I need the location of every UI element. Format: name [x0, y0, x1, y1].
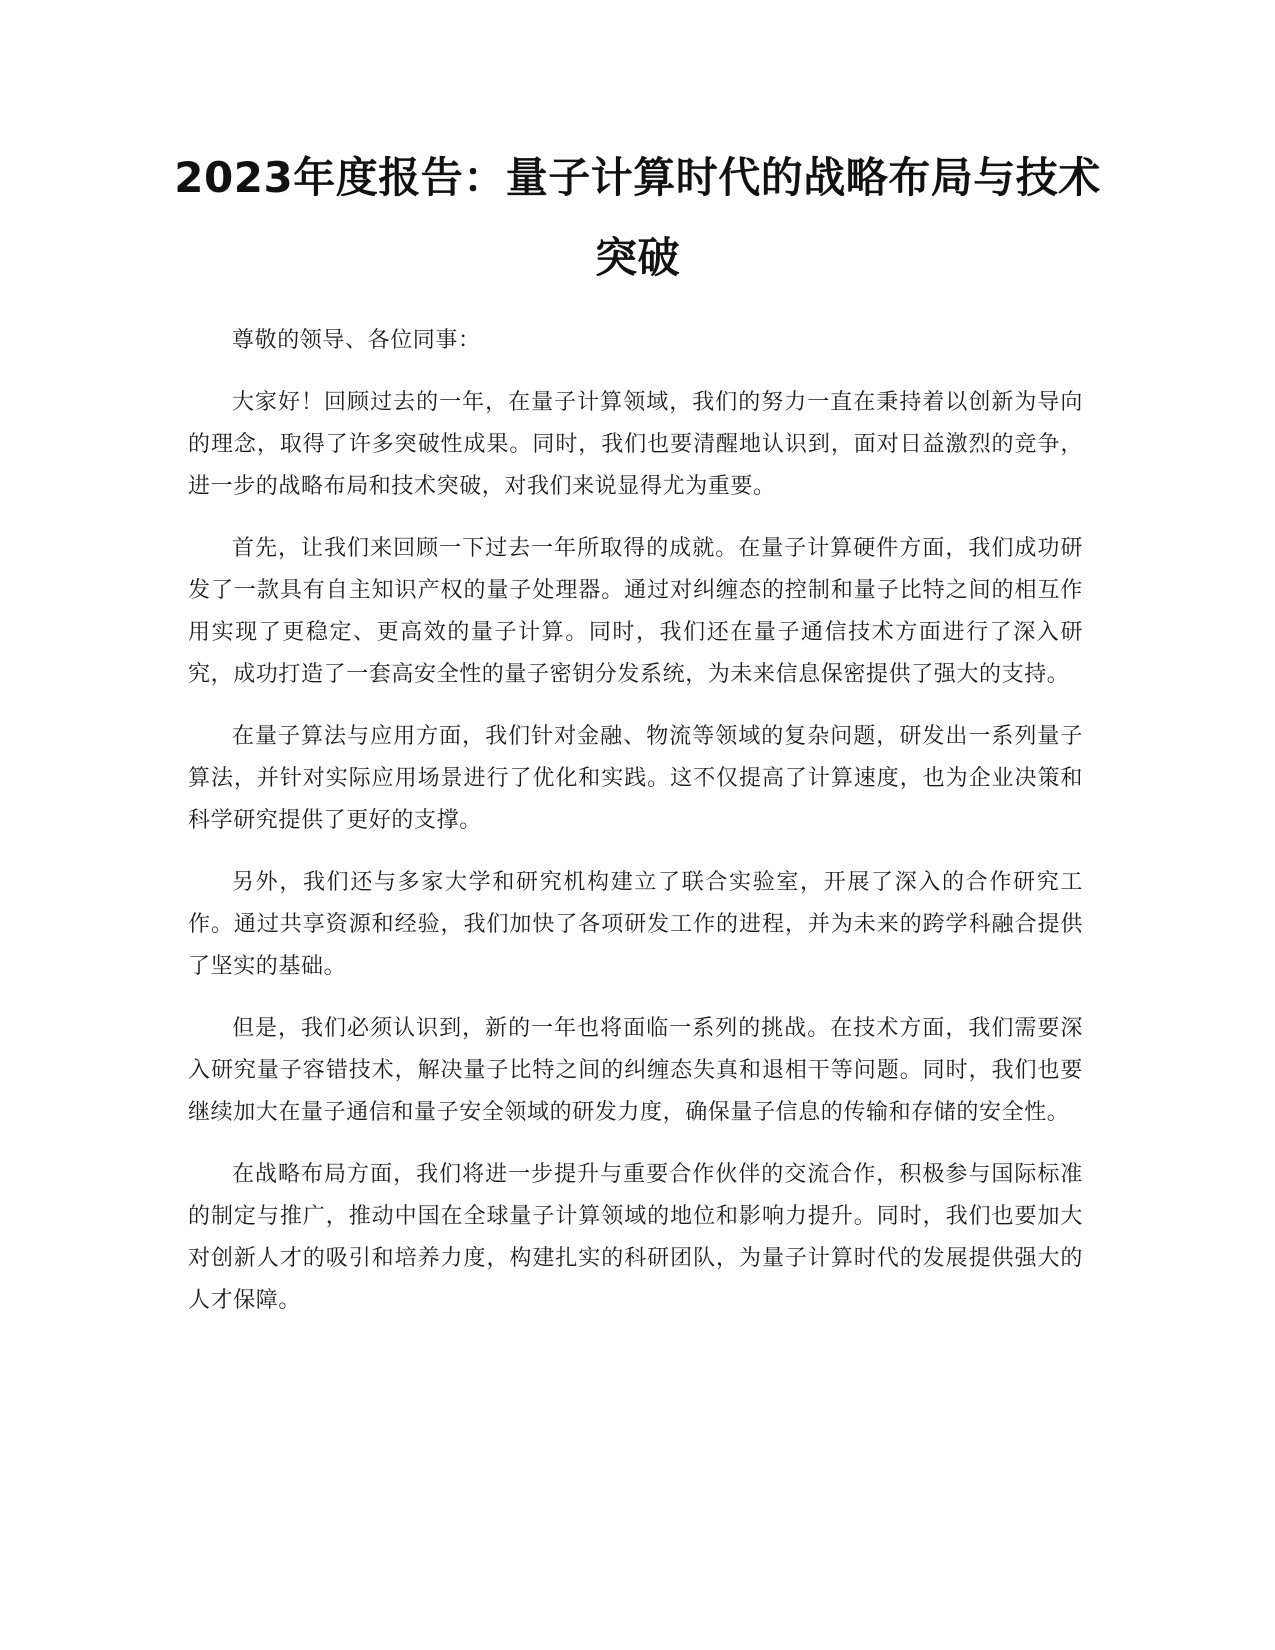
body-paragraph: 大家好！回顾过去的一年，在量子计算领域，我们的努力一直在秉持着以创新为导向的理念，取得了许多突破性成果。同时，我们也要清醒地认识到，面对日益激烈的竞争，进一步的战略布局和技术突破，对我们来说显得尤为重要。: [188, 390, 1083, 499]
body-paragraph: 在量子算法与应用方面，我们针对金融、物流等领域的复杂问题，研发出一系列量子算法，并针对实际应用场景进行了优化和实践。这不仅提高了计算速度，也为企业决策和科学研究提供了更好的支撑。: [188, 724, 1083, 833]
body-paragraph: 但是，我们必须认识到，新的一年也将面临一系列的挑战。在技术方面，我们需要深入研究量子容错技术，解决量子比特之间的纠缠态失真和退相干等问题。同时，我们也要继续加大在量子通信和量子安全领域的研发力度，确保量子信息的传输和存储的安全性。: [188, 1016, 1083, 1125]
body-paragraph: 首先，让我们来回顾一下过去一年所取得的成就。在量子计算硬件方面，我们成功研发了一款具有自主知识产权的量子处理器。通过对纠缠态的控制和量子比特之间的相互作用实现了更稳定、更高效的量子计算。同时，我们还在量子通信技术方面进行了深入研究，成功打造了一套高安全性的量子密钥分发系统，为未来信息保密提供了强大的支持。: [188, 536, 1083, 687]
document-body: [188, 320, 1083, 1342]
body-paragraph: 另外，我们还与多家大学和研究机构建立了联合实验室，开展了深入的合作研究工作。通过共享资源和经验，我们加快了各项研发工作的进程，并为未来的跨学科融合提供了坚实的基础。: [188, 870, 1083, 979]
body-paragraph: 在战略布局方面，我们将进一步提升与重要合作伙伴的交流合作，积极参与国际标准的制定与推广，推动中国在全球量子计算领域的地位和影响力提升。同时，我们也要加大对创新人才的吸引和培养力度，构建扎实的科研团队，为量子计算时代的发展提供强大的人才保障。: [188, 1162, 1083, 1313]
document-title: 2023年度报告：量子计算时代的战略布局与技术突破: [174, 153, 1101, 282]
salutation-paragraph: 尊敬的领导、各位同事：: [232, 328, 481, 353]
